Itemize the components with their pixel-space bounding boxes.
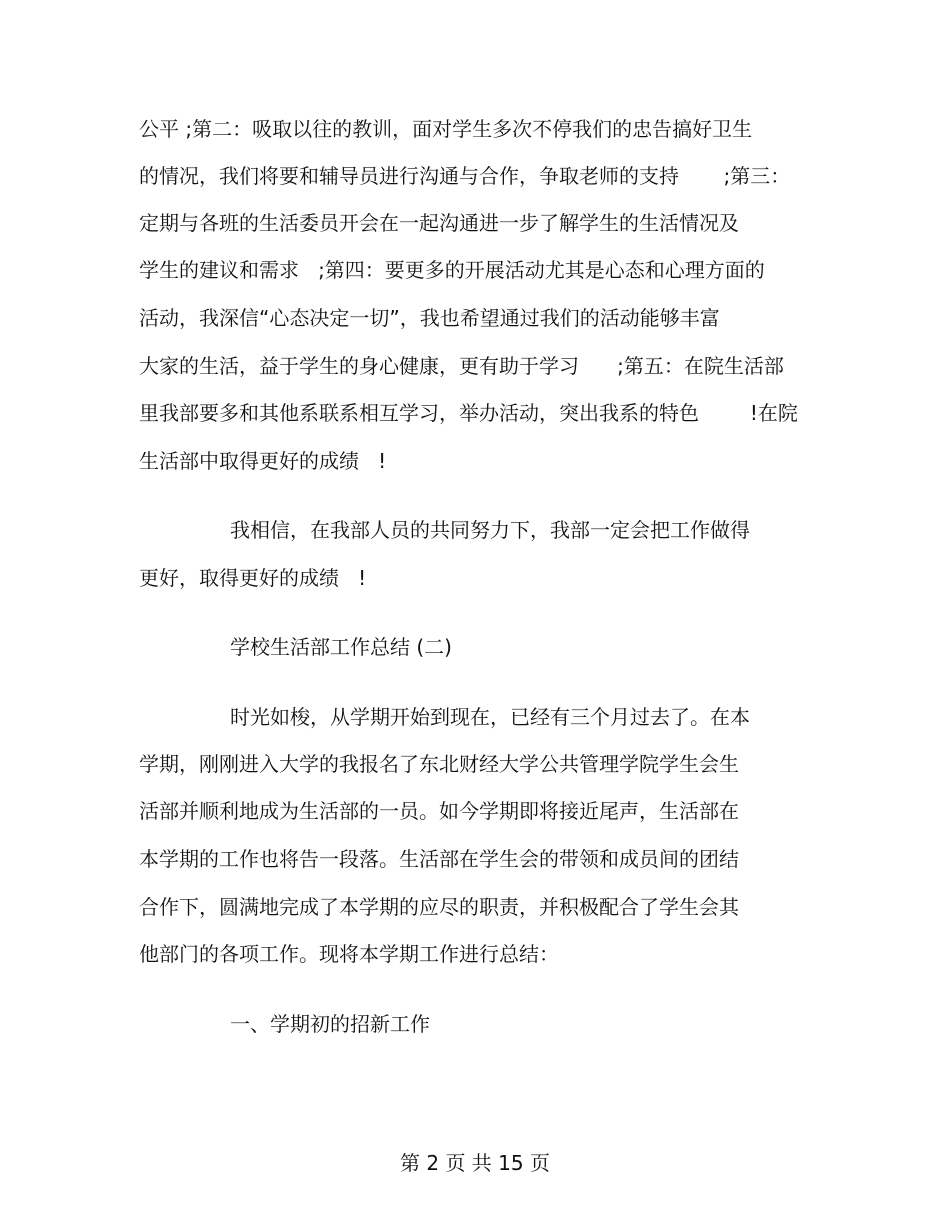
- text-line: 定期与各班的生活委员开会在一起沟通进一步了解学生的生活情况及: [139, 211, 739, 235]
- text-line: 大家的生活，益于学生的身心健康，更有助于学习 ;第五：在院生活部: [139, 354, 784, 378]
- section-heading: 一、学期初的招新工作: [230, 1012, 430, 1036]
- text-line: 更好，取得更好的成绩 !: [139, 566, 367, 590]
- text-line: 的情况，我们将要和辅导员进行沟通与合作，争取老师的支持 ;第三：: [139, 164, 791, 188]
- text-line: 时光如梭，从学期开始到现在，已经有三个月过去了。在本: [230, 705, 750, 729]
- text-line: 他部门的各项工作。现将本学期工作进行总结：: [139, 942, 559, 966]
- text-line: 活动，我深信“心态决定一切”，我也希望通过我们的活动能够丰富: [139, 306, 720, 330]
- text-line: 公平 ;第二：吸取以往的教训，面对学生多次不停我们的忠告搞好卫生: [139, 117, 753, 141]
- text-line: 本学期的工作也将告一段落。生活部在学生会的带领和成员间的团结: [139, 847, 739, 871]
- section-heading: 学校生活部工作总结 (二): [230, 635, 452, 659]
- text-line: 学生的建议和需求 ;第四：要更多的开展活动尤其是心态和心理方面的: [139, 258, 765, 282]
- text-line: 里我部要多和其他系联系相互学习，举办活动，突出我系的特色 !在院: [139, 401, 798, 425]
- text-line: 学期，刚刚进入大学的我报名了东北财经大学公共管理学院学生会生: [139, 752, 739, 776]
- text-line: 活部并顺利地成为生活部的一员。如今学期即将接近尾声，生活部在: [139, 799, 739, 823]
- text-line: 生活部中取得更好的成绩 !: [139, 449, 387, 473]
- page-number-footer: 第 2 页 共 15 页: [400, 1151, 550, 1175]
- text-line: 我相信，在我部人员的共同努力下，我部一定会把工作做得: [230, 518, 750, 542]
- text-line: 合作下，圆满地完成了本学期的应尽的职责，并积极配合了学生会其: [139, 895, 739, 919]
